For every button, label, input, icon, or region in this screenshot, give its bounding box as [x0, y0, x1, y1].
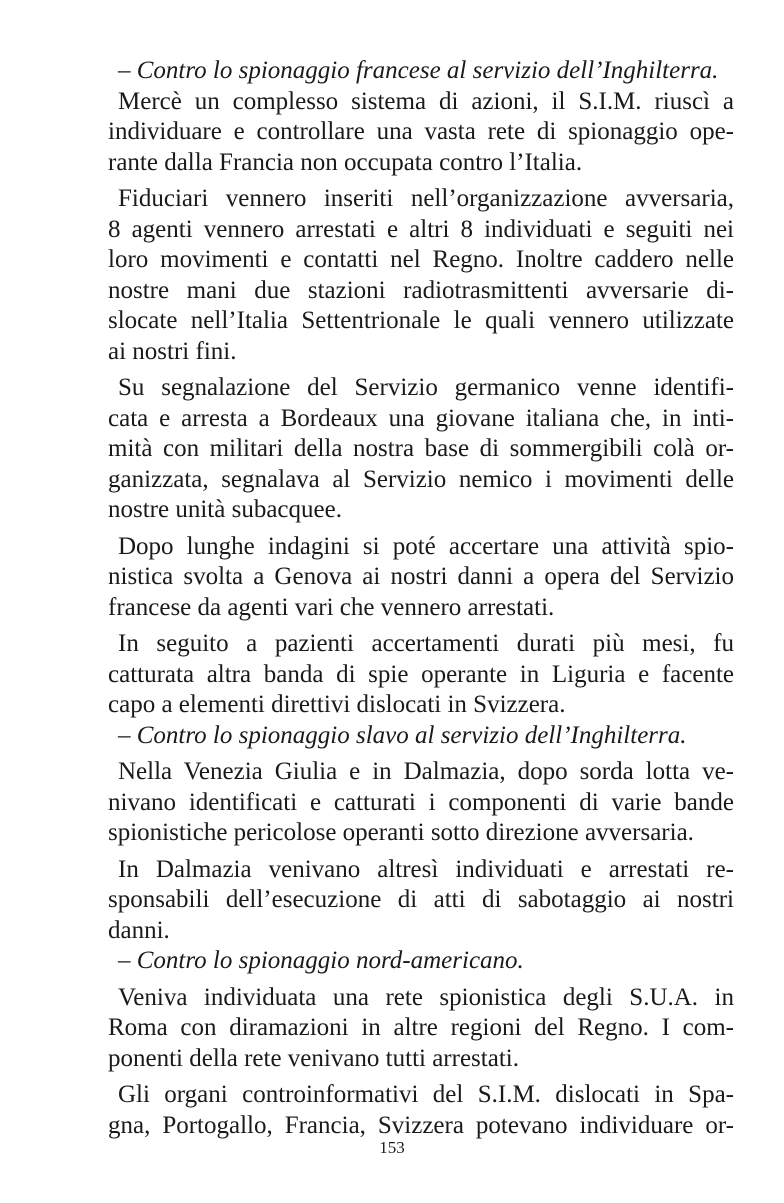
text-line: Dopo lunghe indagini si poté accertare una attività spio-: [118, 532, 734, 560]
text-line: mità con militari della nostra base di sommergibili colà or-: [108, 435, 734, 462]
text-line: sponsabili dell’esecuzione di atti di sabotaggio ai nostri: [108, 886, 734, 913]
paragraph: [108, 629, 734, 721]
text-line: gna, Portogallo, Francia, Svizzera potevano individuare or-: [108, 1111, 734, 1139]
text-line: Fiduciari vennero inseriti nell’organizzazione avversaria,: [118, 185, 734, 212]
text-line: francese da agenti vari che vennero arrestati.: [108, 593, 555, 621]
text-line: capo a elementi direttivi dislocati in Svizzera.: [108, 691, 566, 718]
text-line: danni.: [108, 916, 170, 944]
section-heading-north-american: [108, 946, 734, 977]
paragraph: [108, 855, 734, 947]
section-heading-french: [108, 56, 734, 87]
paragraph: [108, 983, 734, 1075]
paragraph: [108, 757, 734, 849]
paragraph: [108, 87, 734, 179]
text-line: Roma con diramazioni in altre regioni del Regno. I com-: [108, 1014, 734, 1041]
text-line: 8 agenti vennero arrestati e altri 8 individuati e seguiti nei: [108, 215, 734, 243]
text-line: In seguito a pazienti accertamenti durati più mesi, fu: [118, 630, 734, 657]
text-line: nivano identificati e catturati i componenti di varie bande: [108, 788, 734, 816]
text-line: In Dalmazia venivano altresì individuati e arrestati re-: [118, 855, 734, 883]
heading-line: – Contro lo spionaggio francese al servizio dell’Inghilterra.: [118, 57, 719, 84]
paragraph: [108, 532, 734, 624]
text-line: loro movimenti e contatti nel Regno. Inoltre caddero nelle: [108, 246, 734, 273]
text-line: Gli organi controinformativi del S.I.M. dislocati in Spa-: [118, 1081, 734, 1108]
text-line: individuare e controllare una vasta rete di spionaggio ope-: [108, 118, 734, 145]
page-number: 153: [379, 1138, 405, 1157]
heading-line: – Contro lo spionaggio nord-americano.: [118, 947, 524, 974]
text-line: ponenti della rete venivano tutti arrestati.: [108, 1044, 519, 1072]
text-line: Nella Venezia Giulia e in Dalmazia, dopo sorda lotta ve-: [118, 758, 734, 785]
section-heading-slav: [108, 721, 734, 752]
text-line: slocate nell’Italia Settentrionale le quali vennero utilizzate: [108, 307, 734, 334]
text-line: catturata altra banda di spie operante in Liguria e facente: [108, 660, 734, 688]
text-line: ganizzata, segnalava al Servizio nemico i movimenti delle: [108, 465, 734, 493]
text-line: cata e arresta a Bordeaux una giovane italiana che, in inti-: [108, 404, 734, 432]
paragraph: [108, 184, 734, 367]
text-line: rante dalla Francia non occupata contro l’Italia.: [108, 148, 583, 176]
text-line: nostre mani due stazioni radiotrasmittenti avversarie di-: [108, 276, 734, 304]
heading-line: – Contro lo spionaggio slavo al servizio dell’Inghilterra.: [118, 721, 687, 749]
page-body: [108, 56, 734, 1141]
text-line: nistica svolta a Genova ai nostri danni a opera del Servizio: [108, 563, 734, 590]
paragraph: [108, 373, 734, 526]
text-line: nostre unità subacquee.: [108, 496, 342, 523]
paragraph: [108, 1080, 734, 1141]
text-line: Veniva individuata una rete spionistica degli S.U.A. in: [118, 983, 734, 1011]
text-line: Mercè un complesso sistema di azioni, il S.I.M. riuscì a: [118, 87, 734, 115]
text-line: ai nostri fini.: [108, 337, 237, 365]
text-line: spionistiche pericolose operanti sotto direzione avversaria.: [108, 819, 694, 846]
text-line: Su segnalazione del Servizio germanico venne identifi-: [118, 374, 734, 401]
